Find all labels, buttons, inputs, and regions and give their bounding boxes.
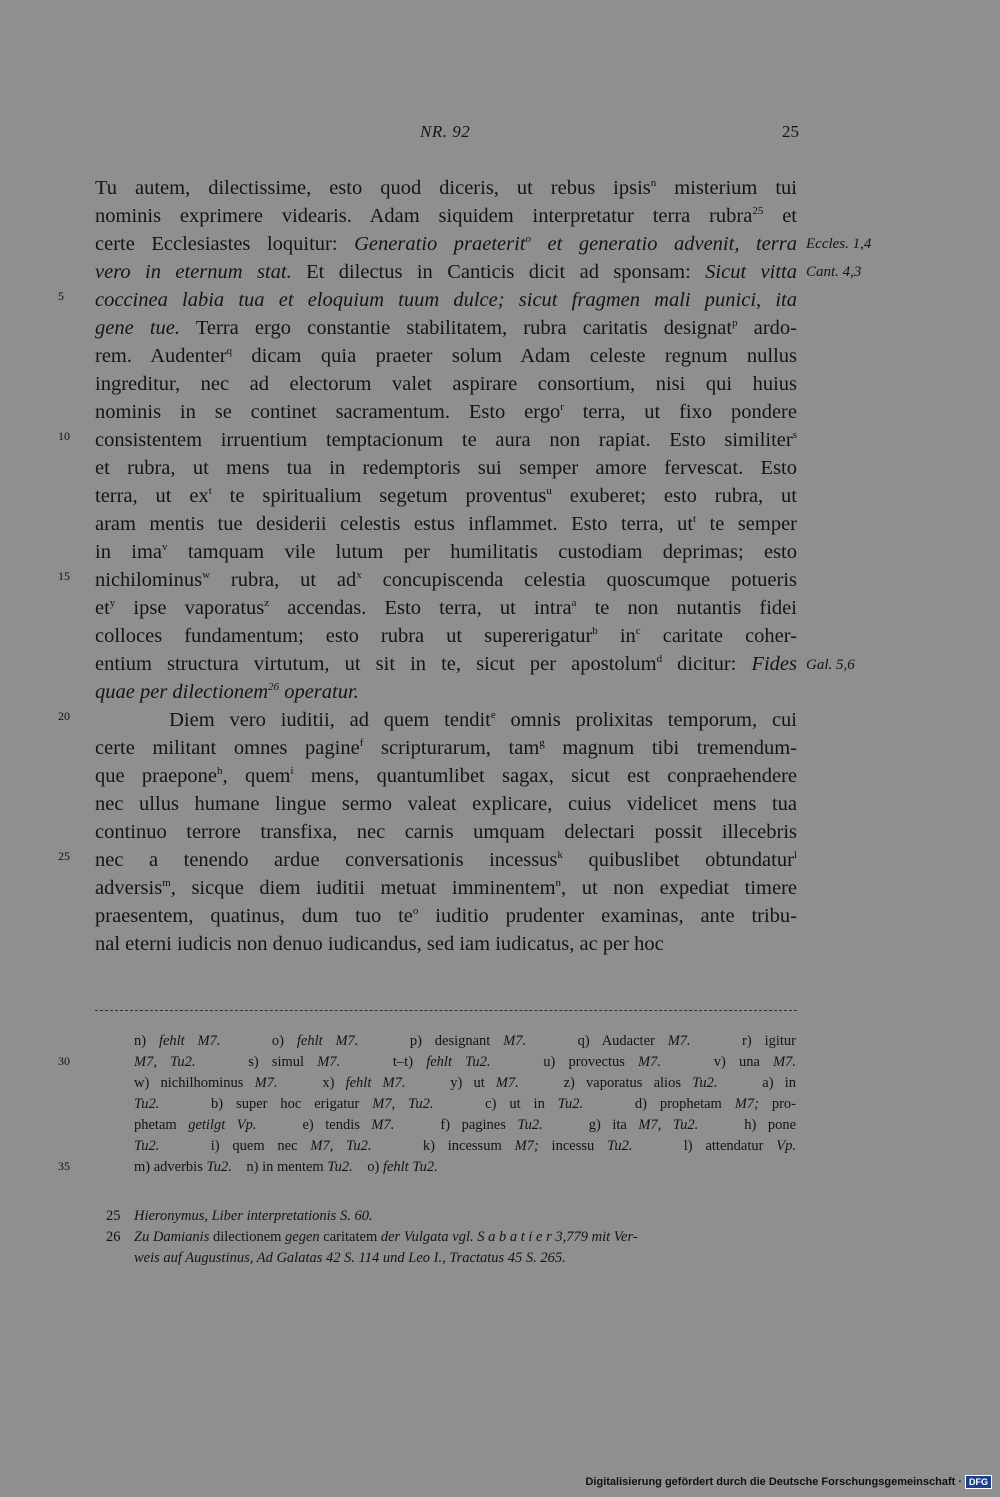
text-line: entium structura virtutum, ut sit in te, sicut per apostolum$^d$ dicitur: Fides — [95, 653, 797, 675]
text-line: quae per dilectionem$^{26}$ operatur. — [95, 681, 359, 703]
dfg-credit-text: Digitalisierung gefördert durch die Deutsche Forschungsgemeinschaft · — [585, 1476, 962, 1488]
text-line: nominis in se continet sacramentum. Esto ergo$^r$ terra, ut fixo pondere — [95, 401, 797, 423]
text-line: aram mentis tue desiderii celestis estus inflammet. Esto terra, $ut^t$ te semper — [95, 513, 797, 535]
running-head: NR. 92 — [420, 122, 471, 141]
source-note: weis auf Augustinus, Ad Galatas 42 S. 114 und Leo I., Tractatus 45 S. 265. — [134, 1250, 566, 1266]
text-line: terra, ut $ex^t$ te spiritualium segetum proventus$^u$ exuberet; esto rubra, ut — [95, 485, 797, 507]
margin-reference: Cant. 4,3 — [806, 264, 862, 280]
dfg-credit — [585, 1475, 992, 1489]
margin-reference: Eccles. 1,4 — [806, 236, 872, 252]
text-line: et rubra, ut mens tua in redemptoris sui semper amore fervescat. Esto — [95, 457, 797, 479]
text-line: nominis exprimere videaris. Adam siquidem interpretatur terra rubra$^{25}$ et — [95, 205, 798, 227]
note-number: 25 — [106, 1208, 121, 1224]
margin-reference: Gal. 5,6 — [806, 657, 855, 673]
text-line: Tu autem, dilectissime, esto quod diceris, ut rebus ipsis$^n$ misterium tui — [95, 177, 797, 199]
footnote-rule — [95, 1010, 797, 1011]
text-line: vero in eternum stat. Et dilectus in Canticis dicit ad sponsam: Sicut vitta — [95, 261, 797, 283]
text-line: ingreditur, nec ad electorum valet aspirare consortium, nisi qui huius — [95, 373, 797, 395]
line-number: 20 — [58, 709, 70, 723]
apparatus-line: M7, Tu2. s) simul M7. t–t) fehlt Tu2. u) provectus M7. v) una M7. — [134, 1054, 797, 1070]
line-number: 10 — [58, 429, 70, 443]
text-line: praesentem, quatinus, dum tuo $te^o$ iuditio prudenter examinas, ante tribu- — [95, 905, 797, 927]
line-number: 25 — [58, 849, 70, 863]
apparatus-line: phetam getilgt Vp. e) tendis M7. f) pagines Tu2. g) ita M7, Tu2. h) pone — [134, 1117, 797, 1133]
apparatus-line: n) fehlt M7. o) fehlt M7. p) designant M7. q) Audacter M7. r) igitur — [134, 1033, 796, 1049]
text-line: coccinea labia tua et eloquium tuum dulce; sicut fragmen mali punici, ita — [95, 289, 797, 311]
text-line: continuo terrore transfixa, nec carnis umquam delectari possit illecebris — [95, 821, 797, 843]
text-line: certe Ecclesiastes loquitur: Generatio praeterit$^o$ et generatio advenit, terra — [95, 233, 797, 255]
apparatus-line: Tu2. i) quem nec M7, Tu2. k) incessum M7; incessu Tu2. l) attendatur Vp. — [134, 1138, 796, 1154]
text-line: que praepone$^h$, quem$^i$ mens, quantumlibet sagax, sicut est conpraehendere — [95, 765, 797, 787]
text-line: colloces fundamentum; esto rubra ut supererigatur$^b$ $in^c$ caritate coher- — [95, 625, 798, 647]
text-line: adversis$^m$, sicque diem iuditii metuat imminentem$^n$, ut non expediat timere — [95, 877, 797, 899]
text-line: in ima$^v$ tamquam vile lutum per humilitatis custodiam deprimas; esto — [95, 541, 797, 563]
text-line: nal eterni iudicis non denuo iudicandus, sed iam iudicatus, ac per hoc — [95, 933, 664, 955]
apparatus-line: w) nichilhominus M7. x) fehlt M7. y) ut M7. z) vaporatus alios Tu2. a) in — [134, 1075, 796, 1091]
line-number: 35 — [58, 1159, 70, 1173]
apparatus-line: m) adverbis Tu2. n) in mentem Tu2. o) fehlt Tu2. — [134, 1159, 438, 1175]
dfg-logo: DFG — [965, 1475, 992, 1489]
text-line: certe militant omnes pagine$^f$ scripturarum, tam$^g$ magnum tibi tremendum- — [95, 737, 797, 759]
text-line: nec ullus humane lingue sermo valeat explicare, cuius videlicet mens tua — [95, 793, 797, 815]
text-line: consistentem irruentium temptacionum te aura non rapiat. Esto similiter$^s$ — [95, 429, 797, 451]
text-line: nichilominus$^w$ rubra, ut $ad^x$ concupiscenda celestia quoscumque potueris — [95, 569, 797, 591]
text-line: $et^y$ ipse vaporatus$^z$ accendas. Esto terra, ut intra$^a$ te non nutantis fidei — [95, 597, 797, 619]
line-number: 30 — [58, 1054, 70, 1068]
line-number: 15 — [58, 569, 70, 583]
line-number: 5 — [58, 289, 64, 303]
page-number: 25 — [782, 122, 799, 141]
apparatus-line: Tu2. b) super hoc erigatur M7, Tu2. c) ut in Tu2. d) prophetam M7; pro- — [134, 1096, 796, 1112]
text-line: rem. Audenter$^q$ dicam quia praeter solum Adam celeste regnum nullus — [95, 345, 797, 367]
source-note: 26 Zu Damianis dilectionem gegen caritatem der Vulgata vgl. S a b a t i e r 3,779 mit Ver- — [106, 1227, 796, 1248]
text-line: nec a tenendo ardue conversationis incessus$^k$ quibuslibet obtundatur$^l$ — [95, 849, 797, 871]
text-line: gene tue. Terra ergo constantie stabilitatem, rubra caritatis designat$^p$ ardo- — [95, 317, 797, 339]
note-number: 26 — [106, 1229, 121, 1245]
source-note: 25 Hieronymus, Liber interpretationis S. 60. — [106, 1206, 796, 1227]
text-line: Diem vero iuditii, ad quem tendit$^e$ omnis prolixitas temporum, cui — [95, 709, 797, 731]
